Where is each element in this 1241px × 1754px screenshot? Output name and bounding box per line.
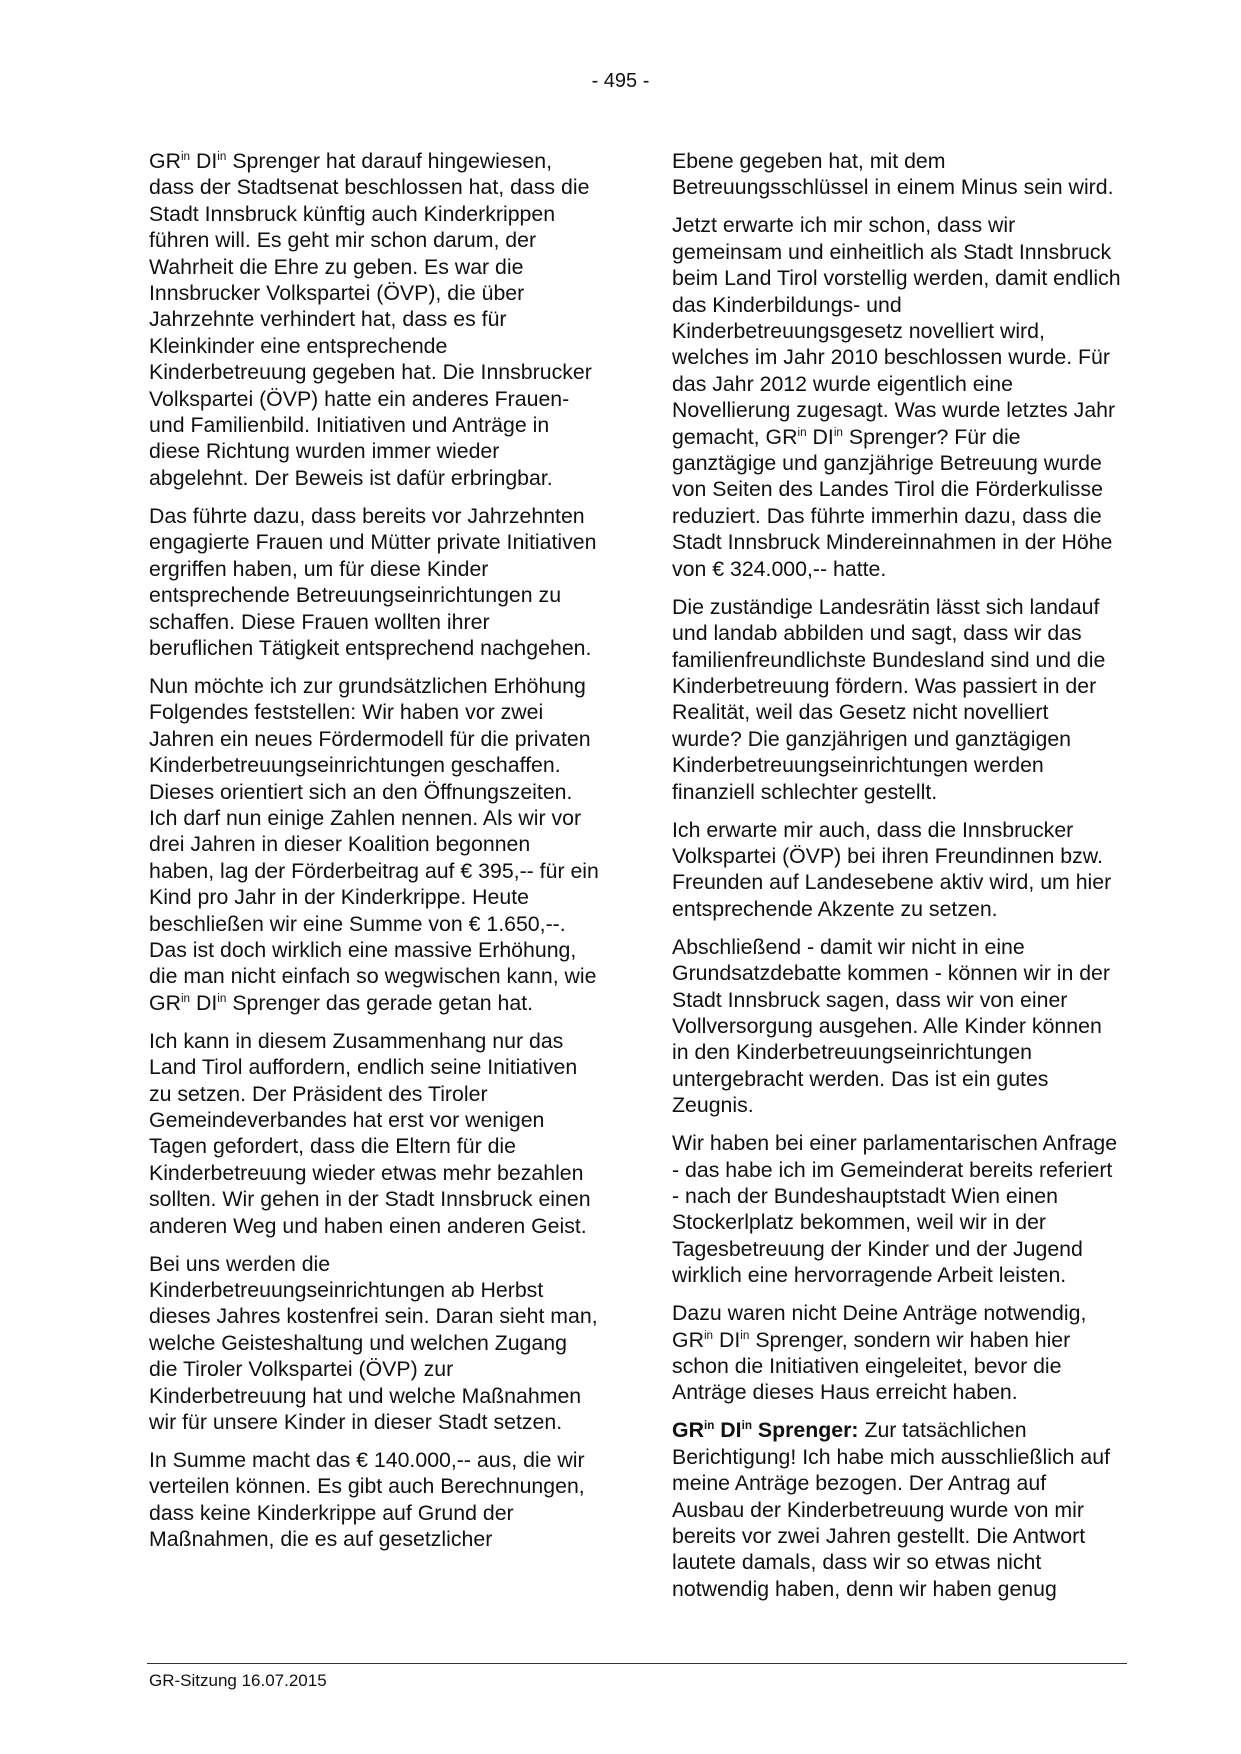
right-column xyxy=(672,148,1122,1614)
paragraph: Dazu waren nicht Deine Anträge notwendig, $GR^{in}$ $DI^{in}$ Sprenger, sondern wir haben hier schon die Initiativen eingeleitet, bevor die Anträge dieses Haus erreicht haben. xyxy=(672,1301,1087,1405)
paragraph: Ebene gegeben hat, mit dem Betreuungsschlüssel in einem Minus sein wird. xyxy=(672,149,1114,200)
paragraph: In Summe macht das € 140.000,-- aus, die wir verteilen können. Es gibt auch Berechnungen, dass keine Kinderkrippe auf Grund der Maßnahmen, die es auf gesetzlicher xyxy=(149,1448,585,1552)
paragraph: Abschließend - damit wir nicht in eine Grundsatzdebatte kommen - können wir in der Stadt Innsbruck sagen, dass wir von einer Vollversorgung ausgehen. Alle Kinder können in den Kinderbetreuungseinrichtungen untergebracht werden. Das ist ein gutes Zeugnis. xyxy=(672,934,1110,1118)
paragraph: Nun möchte ich zur grundsätzlichen Erhöhung Folgendes feststellen: Wir haben vor zwei Jahren ein neues Fördermodell für die privaten Kinderbetreuungseinrichtungen geschaffen. Dieses orientiert sich an den Öffnungszeiten. Ich darf nun einige Zahlen nennen. Als wir vor drei Jahren in dieser Koalition begonnen haben, lag der Förderbeitrag auf € 395,-- für ein Kind pro Jahr in der Kinderkrippe. Heute beschließen wir eine Summe von € 1.650,--. Das ist doch wirklich eine massive Erhöhung, die man nicht einfach so wegwischen kann, wie $GR^{in}$ $DI^{in}$ Sprenger das gerade getan hat. xyxy=(149,673,599,1015)
paragraph: Die zuständige Landesrätin lässt sich landauf und landab abbilden und sagt, dass wir das familienfreundlichste Bundesland sind und die Kinderbetreuung fördern. Was passiert in der Realität, weil das Gesetz nicht novelliert wurde? Die ganzjährigen und ganztägigen Kinderbetreuungseinrichtungen werden finanziell schlechter gestellt. xyxy=(672,594,1106,804)
footer-divider xyxy=(147,1663,1127,1664)
left-column xyxy=(149,148,599,1564)
paragraph: Jetzt erwarte ich mir schon, dass wir gemeinsam und einheitlich als Stadt Innsbruck beim Land Tirol vorstellig werden, damit endlich das Kinderbildungs- und Kinderbetreuungsgesetz novelliert wird, welches im Jahr 2010 beschlossen wurde. Für das Jahr 2012 wurde eigentlich eine Novellierung zugesagt. Was wurde letztes Jahr gemacht, $GR^{in}$ $DI^{in}$ Sprenger? Für die ganztägige und ganzjährige Betreuung wurde von Seiten des Landes Tirol die Förderkulisse reduziert. Das führte immerhin dazu, dass die Stadt Innsbruck Mindereinnahmen in der Höhe von € 324.000,-- hatte. xyxy=(672,213,1121,581)
paragraph: Das führte dazu, dass bereits vor Jahrzehnten engagierte Frauen und Mütter private Initiativen ergriffen haben, um für diese Kinder entsprechende Betreuungseinrichtungen zu schaffen. Diese Frauen wollten ihrer beruflichen Tätigkeit entsprechend nachgehen. xyxy=(149,503,597,660)
paragraph: Ich erwarte mir auch, dass die Innsbrucker Volkspartei (ÖVP) bei ihren Freundinnen bzw. Freunden auf Landesebene aktiv wird, um hier entsprechende Akzente zu setzen. xyxy=(672,817,1112,921)
page-number: - 495 - xyxy=(591,70,650,92)
paragraph: Bei uns werden die Kinderbetreuungseinrichtungen ab Herbst dieses Jahres kostenfrei sein. Daran sieht man, welche Geisteshaltung und welchen Zugang die Tiroler Volkspartei (ÖVP) zur Kinderbetreuung hat und welche Maßnahmen wir für unsere Kinder in dieser Stadt setzen. xyxy=(149,1251,598,1435)
paragraph: Wir haben bei einer parlamentarischen Anfrage - das habe ich im Gemeinderat bereits referiert - nach der Bundeshauptstadt Wien einen Stockerlplatz bekommen, weil wir in der Tagesbetreuung der Kinder und der Jugend wirklich eine hervorragende Arbeit leisten. xyxy=(672,1131,1118,1288)
paragraph: Ich kann in diesem Zusammenhang nur das Land Tirol auffordern, endlich seine Initiativen zu setzen. Der Präsident des Tiroler Gemeindeverbandes hat erst vor wenigen Tagen gefordert, dass die Eltern für die Kinderbetreuung wieder etwas mehr bezahlen sollten. Wir gehen in der Stadt Innsbruck einen anderen Weg und haben einen anderen Geist. xyxy=(149,1028,591,1238)
title-gr: GR xyxy=(149,149,181,173)
speaker-paragraph: $GR^{in}$ $DI^{in}$ Sprenger: Zur tatsächlichen Berichtigung! Ich habe mich ausschließlich auf meine Anträge bezogen. Der Antrag auf Ausbau der Kinderbetreuung wurde von mir bereits vor zwei Jahren gestellt. Die Antwort lautete damals, dass wir so etwas nicht notwendig haben, denn wir haben genug xyxy=(672,1418,1111,1601)
speaker-name: $GR^{in}$ $DI^{in}$ Sprenger: xyxy=(672,1418,859,1443)
footer-session-date: GR-Sitzung 16.07.2015 xyxy=(149,1671,327,1690)
paragraph: $GR^{in}$ $DI^{in}$ Sprenger hat darauf hingewiesen, dass der Stadtsenat beschlossen hat, dass die Stadt Innsbruck künftig auch Kinderkrippen führen will. Es geht mir schon darum, der Wahrheit die Ehre zu geben. Es war die Innsbrucker Volkspartei (ÖVP), die über Jahrzehnte verhindert hat, dass es für Kleinkinder eine entsprechende Kinderbetreuung gegeben hat. Die Innsbrucker Volkspartei (ÖVP) hatte ein anderes Frauen- und Familienbild. Initiativen und Anträge in diese Richtung wurden immer wieder abgelehnt. Der Beweis ist dafür erbringbar. xyxy=(149,149,592,490)
title-di: DI xyxy=(195,149,218,173)
